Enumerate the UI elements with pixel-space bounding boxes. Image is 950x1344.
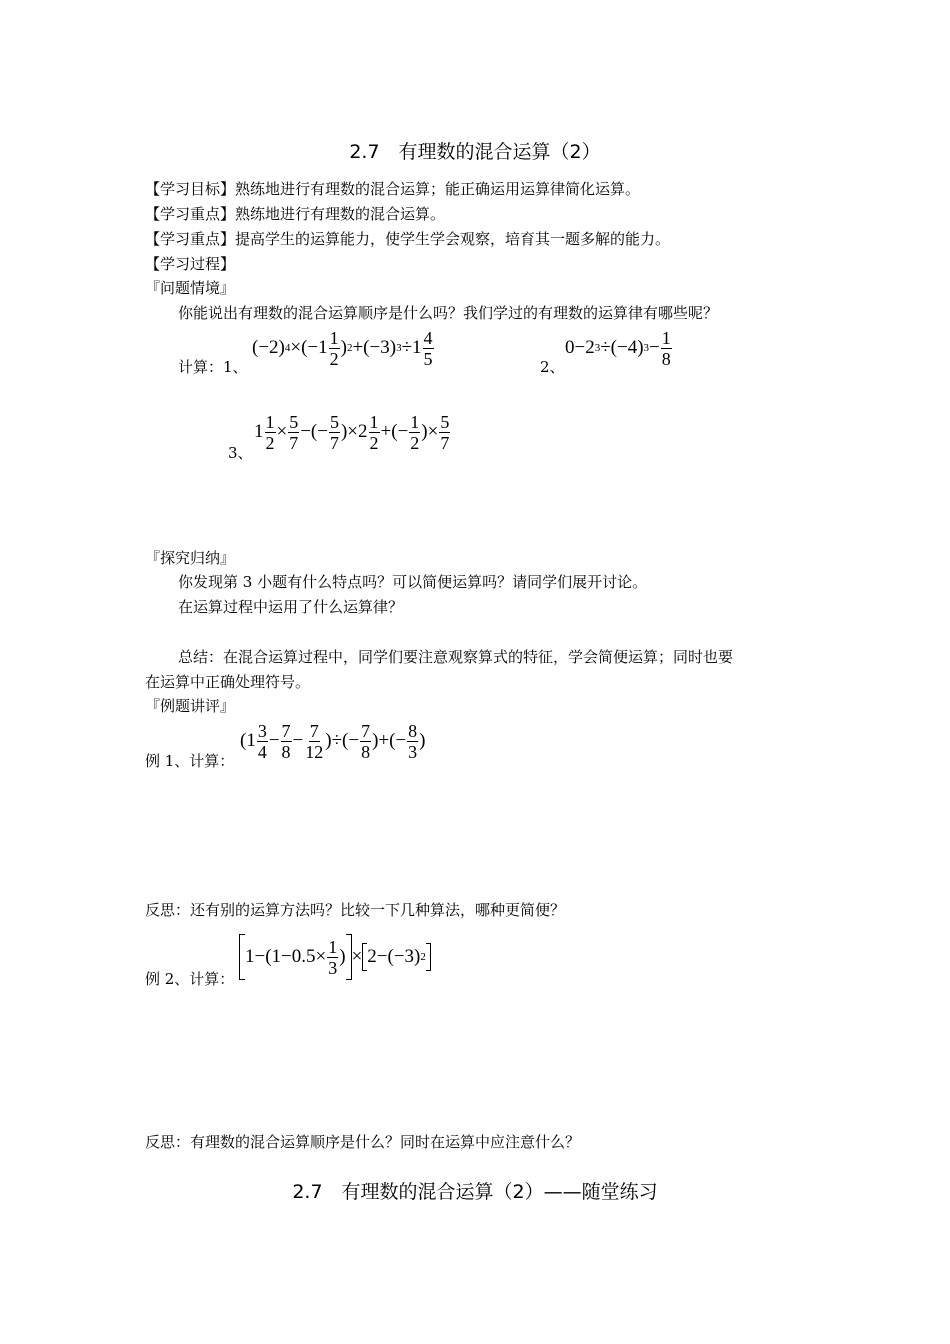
expression-1: (−2) 4 ×(−1 1 2 ) 2 +(−3) 3 ÷1 4 5 — [252, 327, 433, 369]
calc-label-1: 计算：1、 — [178, 358, 248, 376]
explore-heading: 『探究归纳』 — [145, 549, 236, 567]
summary-line-2: 在运算中正确处理符号。 — [145, 673, 311, 691]
explore-line-2: 在运算过程中运用了什么运算律？ — [178, 598, 404, 616]
examples-heading: 『例题讲评』 — [145, 697, 236, 715]
practice-subtitle: 2.7 有理数的混合运算（2）——随堂练习 — [292, 1181, 658, 1203]
reflection-1: 反思：还有别的运算方法吗？比较一下几种算法，哪种更简便？ — [145, 901, 566, 919]
expression-3: 1 $\frac{1}{2}$ × $\frac{5}{7}$ −(− $\frac{5}{7}$ )×2 1 2 +(− $\frac{1}{2}$ )× $\frac{5}{7}$ — [254, 411, 450, 453]
situation-heading: 『问题情境』 — [145, 279, 236, 297]
reflection-2: 反思：有理数的混合运算顺序是什么？同时在运算中应注意什么？ — [145, 1133, 581, 1151]
situation-question: 你能说出有理数的混合运算顺序是什么吗？我们学过的有理数的运算律有哪些呢？ — [178, 304, 719, 322]
expression-2: 0−2 3 ÷(−4) 3 − $\frac{1}{8}$ — [565, 327, 671, 369]
page-title: 2.7 有理数的混合运算（2） — [349, 141, 601, 163]
calc-label-3: 3、 — [228, 444, 253, 462]
objective-goal: 【学习目标】熟练地进行有理数的混合运算；能正确运用运算律简化运算。 — [145, 180, 641, 198]
example-2-expression: 1−(1−0.5× $\frac{1}{3}$ ) × 2−(−3) 2 — [239, 932, 431, 982]
process-heading: 【学习过程】 — [145, 255, 236, 273]
explore-line-1: 你发现第 3 小题有什么特点吗？可以简便运算吗？请同学们展开讨论。 — [178, 573, 648, 591]
example-1-label: 例 1、计算： — [145, 752, 235, 770]
example-2-label: 例 2、计算： — [145, 970, 235, 988]
summary-line-1: 总结：在混合运算过程中，同学们要注意观察算式的特征，学会简便运算；同时也要 — [178, 648, 734, 666]
objective-focus: 【学习重点】熟练地进行有理数的混合运算。 — [145, 205, 446, 223]
example-1-expression: (1 3 4 − $\frac{7}{8}$ − $\frac{7}{12}$ )÷(− $\frac{7}{8}$ )+(− $\frac{8}{3}$ ) — [240, 720, 426, 762]
calc-label-2: 2、 — [540, 358, 565, 376]
objective-focus-2: 【学习重点】提高学生的运算能力，使学生学会观察，培育其一题多解的能力。 — [145, 230, 671, 248]
